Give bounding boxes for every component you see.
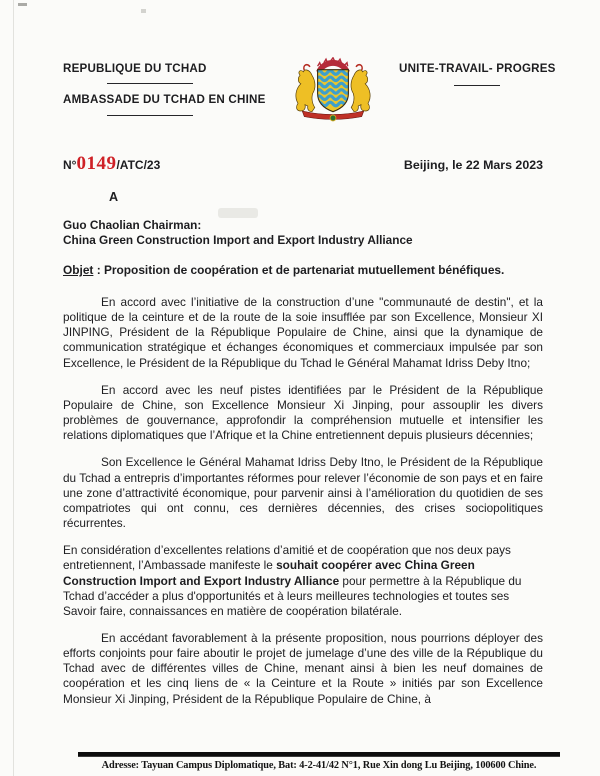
subject-line [63, 262, 543, 278]
letterhead [63, 62, 556, 128]
reference-prefix: N° [63, 158, 77, 172]
paragraph-4-partner-name: souhait coopérer avec China Green Construction Import and Export Industry Alliance [63, 558, 475, 588]
addressee-to: A [109, 190, 119, 204]
reference-serial: 0149 [76, 153, 117, 174]
letter-footer [78, 752, 560, 771]
subject-label: Objet [63, 263, 94, 277]
letter-content [63, 62, 556, 707]
chad-coat-of-arms-icon [291, 57, 375, 128]
addressee-name: Guo Chaolian Chairman: [63, 218, 202, 232]
paragraph-2: En accord avec les neuf pistes identifiées par le Président de la République Populaire de Chine, son Excellence Monsieur Xi Jinping, pour assouplir les divers problèmes de gouvernance, approfondir la compréhension mutuelle et intensifier les relations diplomatiques que l’Afrique et la Chine entretiennent depuis plusieurs décennies; [63, 382, 543, 443]
addressee-block [63, 218, 543, 248]
country-name: REPUBLIQUE DU TCHAD [63, 62, 207, 75]
reference-row [63, 153, 543, 175]
subject-separator: : [93, 263, 104, 277]
letter-body [63, 295, 543, 707]
scan-artifact [18, 3, 27, 6]
addressee-organization: China Green Construction Import and Export Industry Alliance [63, 233, 413, 247]
reference-suffix: /ATC/23 [116, 158, 161, 172]
letterhead-right [399, 62, 556, 86]
letter-date: Beijing, le 22 Mars 2023 [403, 158, 543, 172]
paragraph-5: En accédant favorablement à la présente proposition, nous pourrions déployer des efforts conjoints pour faire aboutir le projet de jumelage d’une des ville de la République du Tchad avec de différentes villes de Chine, menant ainsi à bien les neuf domaines de coopération et les cinq liens de « la Ceinture et la Route » initiés par son Excellence Monsieur Xi Jinping, Président de la République Populaire de Chine, à [63, 630, 543, 706]
reference-number [63, 153, 160, 175]
scan-artifact [141, 9, 146, 13]
letterhead-left [63, 62, 291, 116]
footer-rule [78, 752, 560, 757]
subject-text: Proposition de coopération et de partenariat mutuellement bénéfiques. [103, 263, 505, 277]
embassy-name: AMBASSADE DU TCHAD EN CHINE [63, 93, 266, 106]
paragraph-1: En accord avec l’initiative de la construction d’une "communauté de destin", et la politique de la ceinture et de la route de la soie insufflée par son Excellence, Monsieur XI JINPING, Président de la République Populaire de Chine, ainsi que la dynamique de communication stratégique et échanges économiques et commerciaux impulsée par son Excellence, le Président de la République du Tchad le Général Mahamat Idriss Deby Itno; [63, 295, 543, 370]
scan-edge-shadow [13, 0, 14, 776]
divider [107, 115, 193, 116]
paragraph-4-text: pour permettre à la République du Tchad d’accéder a plus d'opportunités et à leurs meilleures technologies et toutes ses Savoir faire, connaissances en matière de coopération bilatérale. [63, 573, 522, 618]
paragraph-3: Son Excellence le Général Mahamat Idriss Deby Itno, le Président de la République du Tchad a entrepris d’importantes réformes pour relever l’économie de son pays et en faire une zone d’attractivité économique, pour parvenir ainsi à l’amélioration du quotidien de ses compatriotes qui ont connu, ces dernières décennies, des crises sociopolitiques récurrentes. [63, 455, 543, 531]
divider [454, 85, 500, 86]
national-motto: UNITE-TRAVAIL- PROGRES [399, 62, 556, 75]
paragraph-4-text: En considération d’excellentes relations d’amitié et de coopération que nos deux pays entretiennent, l’Ambassade manifeste le [63, 543, 511, 573]
divider [107, 83, 193, 84]
footer-address: Adresse: Tayuan Campus Diplomatique, Bat: 4-2-41/42 N°1, Rue Xin dong Lu Beijing, 100600 Chine. [101, 760, 537, 771]
paragraph-4 [63, 543, 543, 619]
